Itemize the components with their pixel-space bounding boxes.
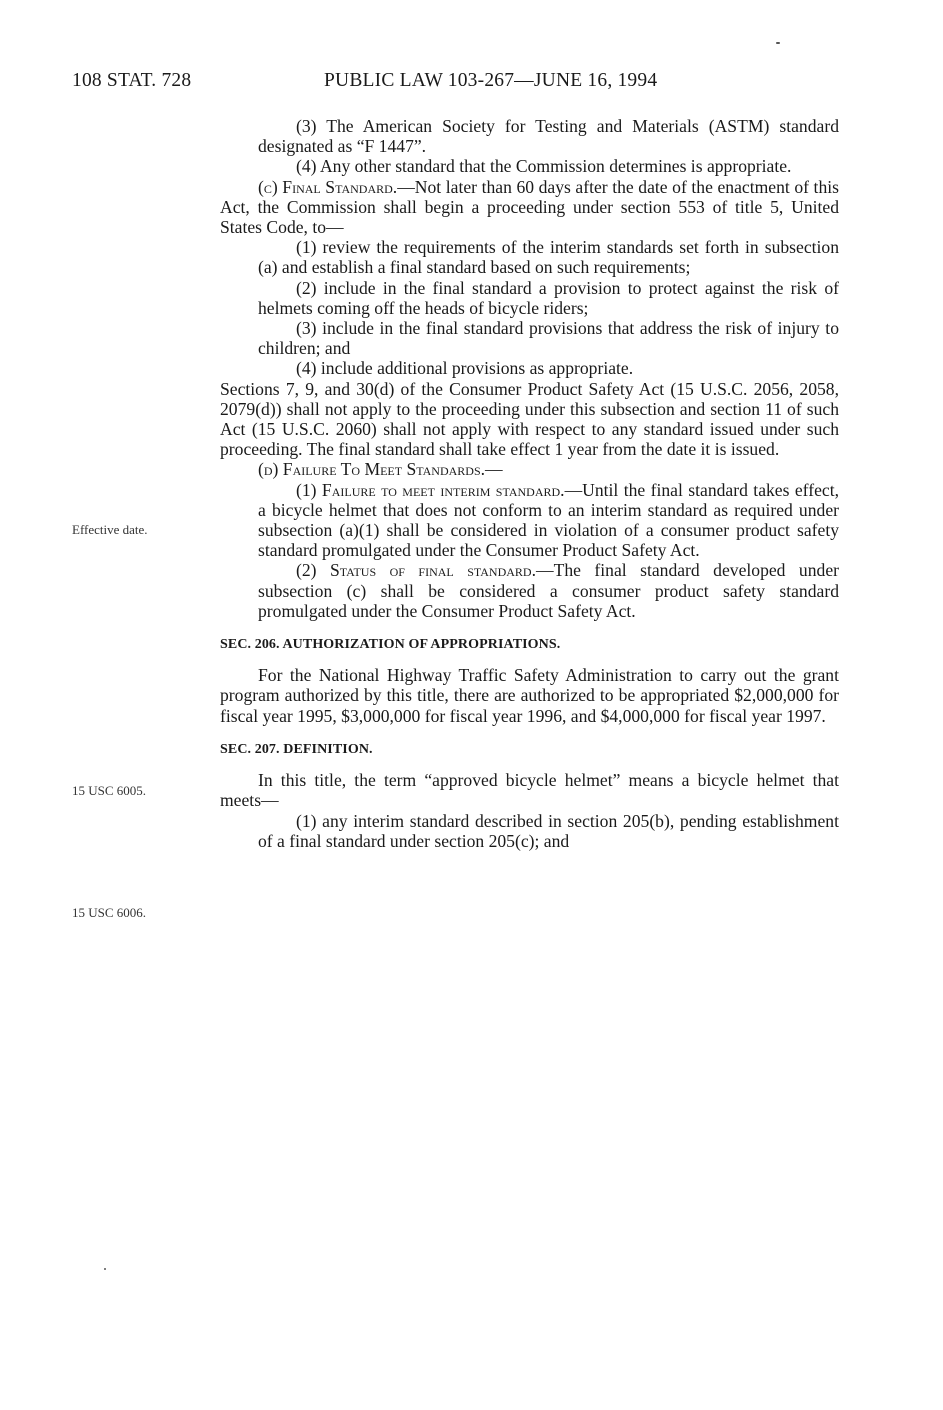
paragraph-d1 [258,480,839,561]
text-d2: —The final standard developed under subsection (c) shall be considered a consumer product safety standard promulgated under the Consumer Product Safety Act. [258,560,839,621]
paragraph-sec207-1: (1) any interim standard described in section 205(b), pending establishment of a final standard under section 205(c); and [258,810,839,851]
paragraph-c3: (3) include in the final standard provisions that address the risk of injury to children; and [258,318,839,359]
scan-speck [776,42,780,44]
margin-note-effective-date: Effective date. [72,522,148,537]
paragraph-c-final-standard [220,177,839,238]
paragraph-c4: (4) include additional provisions as appropriate. [296,358,634,379]
text-c-final-standard: —Not later than 60 days after the date of the enactment of this Act, the Commission shall begin a proceeding under section 553 of title 5, United States Code, to— [220,176,839,238]
heading-d1: (1) Failure to meet interim standard. [296,479,565,500]
scan-speck [104,1268,106,1270]
paragraph-c1: (1) review the requirements of the interim standards set forth in subsection (a) and establish a final standard based on such requirements; [258,237,839,278]
section-207-heading: SEC. 207. DEFINITION. [220,741,373,757]
heading-d-failure: (d) Failure To Meet Standards. [258,459,486,480]
heading-c-final-standard: (c) Final Standard. [258,176,398,197]
paragraph-c2: (2) include in the final standard a provision to protect against the risk of helmets coming off the heads of bicycle riders; [258,277,839,318]
section-206-heading: SEC. 206. AUTHORIZATION OF APPROPRIATIONS. [220,637,561,653]
paragraph-sec206: For the National Highway Traffic Safety Administration to carry out the grant program authorized by this title, there are authorized to be appropriated $2,000,000 for fiscal year 1995, $3,000,000 for fiscal year 1996, and $4,000,000 for fiscal year 1997. [220,665,839,726]
margin-note-15-usc-6005: 15 USC 6005. [72,783,147,798]
heading-d2: (2) Status of final standard. [296,560,536,581]
paragraph-sec207: In this title, the term “approved bicycle helmet” means a bicycle helmet that meets— [220,770,839,811]
paragraph-d-heading [220,459,839,479]
page-header-title: PUBLIC LAW 103-267—JUNE 16, 1994 [324,70,658,91]
text-d1: —Until the final standard takes effect, a bicycle helmet that does not conform to an interim standard as required under subsection (a)(1) shall be considered in violation of a consumer product safety standard promulgated under the Consumer Product Safety Act. [258,479,839,561]
dash-d: — [485,459,503,480]
paragraph-c-after: Sections 7, 9, and 30(d) of the Consumer Product Safety Act (15 U.S.C. 2056, 2058, 2079(d)) shall not apply to the proceeding under this subsection and section 11 of such Act (15 U.S.C. 2060) shall not apply with respect to any standard issued under such proceeding. The final standard shall take effect 1 year from the date it is issued. [220,378,839,460]
document-body [220,116,839,851]
paragraph-d2 [258,560,839,621]
paragraph-astm-standard: (3) The American Society for Testing and Materials (ASTM) standard designated as “F 1447”. [258,116,839,157]
stat-page-number: 108 STAT. 728 [72,70,192,91]
paragraph-other-standard: (4) Any other standard that the Commission determines is appropriate. [296,156,792,177]
margin-note-15-usc-6006: 15 USC 6006. [72,905,147,920]
